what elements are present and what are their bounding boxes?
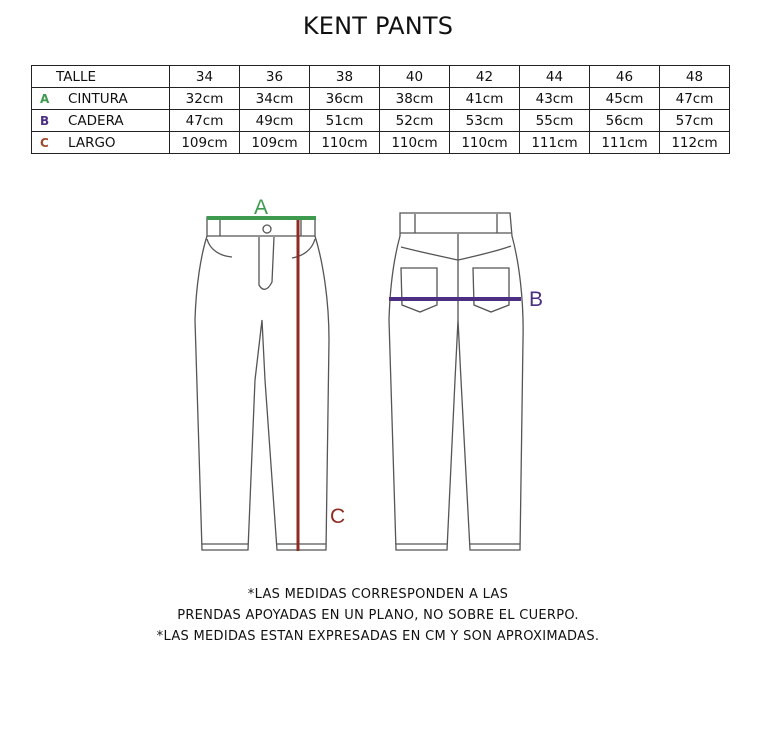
size-header-cell: 42	[450, 66, 520, 88]
size-table	[31, 65, 730, 154]
note-line: *LAS MEDIDAS ESTAN EXPRESADAS EN CM Y SON APROXIMADAS.	[156, 629, 600, 644]
pants-front-illustration	[195, 217, 329, 550]
note-line: *LAS MEDIDAS CORRESPONDEN A LAS	[247, 587, 509, 602]
diagram-label-b: B	[529, 288, 544, 311]
table-cell: 34cm	[240, 88, 310, 110]
measurement-notes	[0, 584, 756, 647]
table-row-cadera	[32, 110, 730, 132]
size-header-cell: 34	[170, 66, 240, 88]
row-label	[32, 88, 170, 110]
note-line: PRENDAS APOYADAS EN UN PLANO, NO SOBRE EL CUERPO.	[177, 608, 579, 623]
table-cell: 111cm	[590, 132, 660, 154]
table-cell: 45cm	[590, 88, 660, 110]
size-header-cell: 46	[590, 66, 660, 88]
table-cell: 110cm	[450, 132, 520, 154]
table-cell: 47cm	[660, 88, 730, 110]
row-letter-b: B	[40, 113, 50, 128]
table-cell: 36cm	[310, 88, 380, 110]
table-row-largo	[32, 132, 730, 154]
table-cell: 32cm	[170, 88, 240, 110]
table-cell: 57cm	[660, 110, 730, 132]
size-header-cell: 48	[660, 66, 730, 88]
table-cell: 111cm	[520, 132, 590, 154]
size-header-label: TALLE	[32, 66, 170, 88]
table-cell: 49cm	[240, 110, 310, 132]
table-cell: 112cm	[660, 132, 730, 154]
row-name: CINTURA	[68, 90, 128, 107]
size-header-cell: 38	[310, 66, 380, 88]
diagram-label-a: A	[254, 196, 269, 219]
row-name: CADERA	[68, 112, 124, 129]
table-cell: 51cm	[310, 110, 380, 132]
size-header-row	[32, 66, 730, 88]
size-header-cell: 36	[240, 66, 310, 88]
table-cell: 110cm	[310, 132, 380, 154]
table-cell: 109cm	[170, 132, 240, 154]
row-letter-c: C	[40, 135, 49, 150]
table-cell: 38cm	[380, 88, 450, 110]
diagram-label-c: C	[330, 505, 346, 528]
row-letter-a: A	[40, 91, 50, 106]
row-label	[32, 110, 170, 132]
page-title: KENT PANTS	[302, 12, 454, 40]
table-cell: 109cm	[240, 132, 310, 154]
table-row-cintura	[32, 88, 730, 110]
table-cell: 47cm	[170, 110, 240, 132]
table-cell: 43cm	[520, 88, 590, 110]
pants-diagram	[0, 190, 772, 570]
table-cell: 56cm	[590, 110, 660, 132]
table-cell: 55cm	[520, 110, 590, 132]
table-cell: 41cm	[450, 88, 520, 110]
size-header-cell: 40	[380, 66, 450, 88]
table-cell: 53cm	[450, 110, 520, 132]
row-label	[32, 132, 170, 154]
size-header-cell: 44	[520, 66, 590, 88]
pants-back-illustration	[389, 213, 523, 550]
table-cell: 52cm	[380, 110, 450, 132]
row-name: LARGO	[68, 134, 116, 151]
table-cell: 110cm	[380, 132, 450, 154]
